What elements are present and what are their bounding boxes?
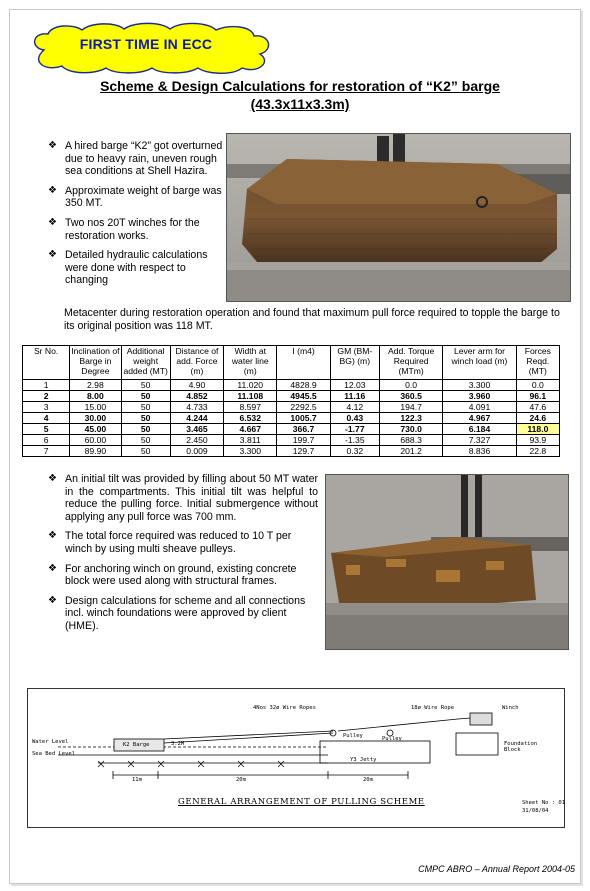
table-cell: 7 (23, 446, 70, 457)
diagram-caption: GENERAL ARRANGEMENT OF PULLING SCHEME (178, 797, 425, 807)
label-date: 31/08/04 (522, 808, 549, 814)
bullet-item (46, 249, 225, 287)
table-cell: 12.03 (330, 380, 379, 391)
label-dim-20m-b: 20m (363, 777, 373, 783)
table-cell: 50 (121, 424, 170, 435)
table-cell: 688.3 (379, 435, 442, 446)
table-cell: 50 (121, 391, 170, 402)
restored-barge-photo (325, 474, 569, 650)
table-cell: 30.00 (70, 413, 121, 424)
table-cell: 2 (23, 391, 70, 402)
bullet-text: The total force required was reduced to 10 T per winch by using multi sheave pulleys. (65, 530, 292, 555)
table-cell: 6.532 (224, 413, 277, 424)
table-cell: 2.98 (70, 380, 121, 391)
col-header: Forces Reqd. (MT) (516, 346, 559, 380)
bullet-item (46, 217, 224, 242)
table-cell: 3 (23, 402, 70, 413)
table-cell: 15.00 (70, 402, 121, 413)
top-bullet-list (46, 140, 224, 294)
table-cell: -1.77 (330, 424, 379, 435)
bullet-text: An initial tilt was provided by filling about 50 MT water in the compartments. This initial tilt was helpful to reduce the pulling force. Initial submergence without applying any pull force was 700 mm. (65, 473, 318, 523)
bullet-item (46, 185, 224, 210)
col-header: Additional weight added (MT) (121, 346, 170, 380)
col-header: GM (BM-BG) (m) (330, 346, 379, 380)
table-cell: 50 (121, 435, 170, 446)
table-cell: 4.12 (330, 402, 379, 413)
pulling-scheme-diagram (27, 688, 565, 828)
table-cell: 60.00 (70, 435, 121, 446)
table-cell: 366.7 (277, 424, 330, 435)
diamond-bullet-icon: ❖ (48, 140, 57, 151)
table-cell: 194.7 (379, 402, 442, 413)
table-cell: 6 (23, 435, 70, 446)
bottom-bullet-list (46, 473, 318, 640)
label-pulley-2: Pulley (382, 736, 402, 742)
table-row (23, 402, 560, 413)
col-header: Width at water line (m) (224, 346, 277, 380)
label-water-level: Water Level (32, 739, 69, 745)
table-cell: 8.00 (70, 391, 121, 402)
table-cell: 11.020 (224, 380, 277, 391)
bullet-text: Two nos 20T winches for the restoration works. (65, 216, 200, 242)
table-cell: 6.184 (443, 424, 516, 435)
table-cell: 730.0 (379, 424, 442, 435)
table-cell: -1.35 (330, 435, 379, 446)
table-row (23, 424, 560, 435)
table-cell: 50 (121, 402, 170, 413)
col-header: Sr No. (23, 346, 70, 380)
table-cell: 4.90 (170, 380, 223, 391)
col-header: I (m4) (277, 346, 330, 380)
table-cell: 3.960 (443, 391, 516, 402)
col-header: Lever arm for winch load (m) (443, 346, 516, 380)
title-line-1: Scheme & Design Calculations for restoration of “K2” barge (100, 78, 500, 94)
calculation-table (22, 345, 560, 457)
table-cell: 22.8 (516, 446, 559, 457)
table-cell: 4.667 (224, 424, 277, 435)
bullet-item (46, 595, 318, 633)
overturned-barge-photo (226, 133, 571, 302)
banner-text: FIRST TIME IN ECC (79, 36, 213, 52)
table-cell: 8.597 (224, 402, 277, 413)
table-cell: 47.6 (516, 402, 559, 413)
col-header: Distance of add. Force (m) (170, 346, 223, 380)
table-cell: 7.327 (443, 435, 516, 446)
table-cell: 4945.5 (277, 391, 330, 402)
table-cell: 3.300 (224, 446, 277, 457)
col-header: Inclination of Barge in Degree (70, 346, 121, 380)
table-cell: 0.0 (379, 380, 442, 391)
table-cell: 1 (23, 380, 70, 391)
bullet-text: For anchoring winch on ground, existing concrete block were used along with structural frames. (65, 562, 297, 588)
banner-cloud (26, 22, 296, 74)
label-pulley-1: Pulley (343, 733, 363, 739)
table-cell: 24.6 (516, 413, 559, 424)
table-cell: 50 (121, 413, 170, 424)
table-cell: 4.244 (170, 413, 223, 424)
label-wire-ropes: 4Nos 32ø Wire Ropes (253, 705, 316, 711)
table-row (23, 391, 560, 402)
table-cell: 89.90 (70, 446, 121, 457)
bullet-item (46, 530, 318, 555)
bullet-item (46, 140, 224, 178)
page-title (40, 77, 560, 113)
table-cell: 11.16 (330, 391, 379, 402)
diamond-bullet-icon: ❖ (48, 216, 57, 228)
table-row (23, 413, 560, 424)
table-cell: 199.7 (277, 435, 330, 446)
label-foundation-block: Foundation Block (504, 741, 538, 753)
table-cell: 96.1 (516, 391, 559, 402)
table-cell: 4.852 (170, 391, 223, 402)
col-header: Add. Torque Required (MTm) (379, 346, 442, 380)
table-cell: 3.300 (443, 380, 516, 391)
table-cell: 3.465 (170, 424, 223, 435)
table-cell: 50 (121, 446, 170, 457)
table-cell: 1005.7 (277, 413, 330, 424)
label-dim-3-2m: 3.2M (171, 741, 185, 747)
table-cell: 50 (121, 380, 170, 391)
label-dim-20m-a: 20m (236, 777, 246, 783)
table-cell: 8.836 (443, 446, 516, 457)
table-row (23, 435, 560, 446)
table-cell: 0.0 (516, 380, 559, 391)
label-winch: Winch (502, 705, 519, 711)
table-cell: 0.32 (330, 446, 379, 457)
diamond-bullet-icon: ❖ (48, 562, 57, 574)
diamond-bullet-icon: ❖ (48, 594, 57, 606)
table-cell: 0.43 (330, 413, 379, 424)
label-y3-jetty: Y3 Jetty (350, 757, 377, 763)
table-cell: 4 (23, 413, 70, 424)
bullet-text: Detailed hydraulic calculations were done with respect to changing (65, 249, 208, 287)
bullet-item (46, 473, 318, 523)
table-header-row (23, 346, 560, 380)
page-footer: CMPC ABRO – Annual Report 2004-05 (418, 864, 575, 874)
table-cell: 3.811 (224, 435, 277, 446)
diamond-bullet-icon: ❖ (48, 530, 57, 542)
bullet-item (46, 563, 318, 588)
label-sheet-no: Sheet No : 01 (522, 800, 566, 806)
label-dim-11m: 11m (132, 777, 142, 783)
table-cell: 2.450 (170, 435, 223, 446)
bullet-text: Approximate weight of barge was 350 MT. (65, 184, 222, 210)
label-wire-rope: 18ø Wire Rope (411, 705, 455, 711)
table-cell: 122.3 (379, 413, 442, 424)
title-line-2: (43.3x11x3.3m) (250, 96, 350, 112)
table-cell: 2292.5 (277, 402, 330, 413)
table-cell: 93.9 (516, 435, 559, 446)
table-cell: 129.7 (277, 446, 330, 457)
diamond-bullet-icon: ❖ (48, 184, 57, 196)
table-cell: 4828.9 (277, 380, 330, 391)
diamond-bullet-icon: ❖ (48, 249, 57, 261)
table-cell: 0.009 (170, 446, 223, 457)
table-row (23, 380, 560, 391)
table-cell: 201.2 (379, 446, 442, 457)
table-cell: 4.967 (443, 413, 516, 424)
bullet-text: Design calculations for scheme and all connections incl. winch foundations were approved by client (HME). (65, 594, 306, 632)
table-cell: 118.0 (516, 424, 559, 435)
bullet-continuation: Metacenter during restoration operation and found that maximum pull force required to topple the barge to its original position was 118 MT. (64, 307, 560, 332)
label-k2-barge: K2 Barge (123, 742, 150, 748)
label-sea-bed-level: Sea Bed Level (32, 751, 76, 757)
table-cell: 4.091 (443, 402, 516, 413)
diamond-bullet-icon: ❖ (48, 473, 57, 484)
table-cell: 45.00 (70, 424, 121, 435)
bullet-text: A hired barge “K2” got overturned due to heavy rain, uneven rough sea conditions at Shell Hazira. (65, 140, 223, 178)
table-cell: 4.733 (170, 402, 223, 413)
table-cell: 11.108 (224, 391, 277, 402)
table-row (23, 446, 560, 457)
table-cell: 360.5 (379, 391, 442, 402)
table-cell: 5 (23, 424, 70, 435)
